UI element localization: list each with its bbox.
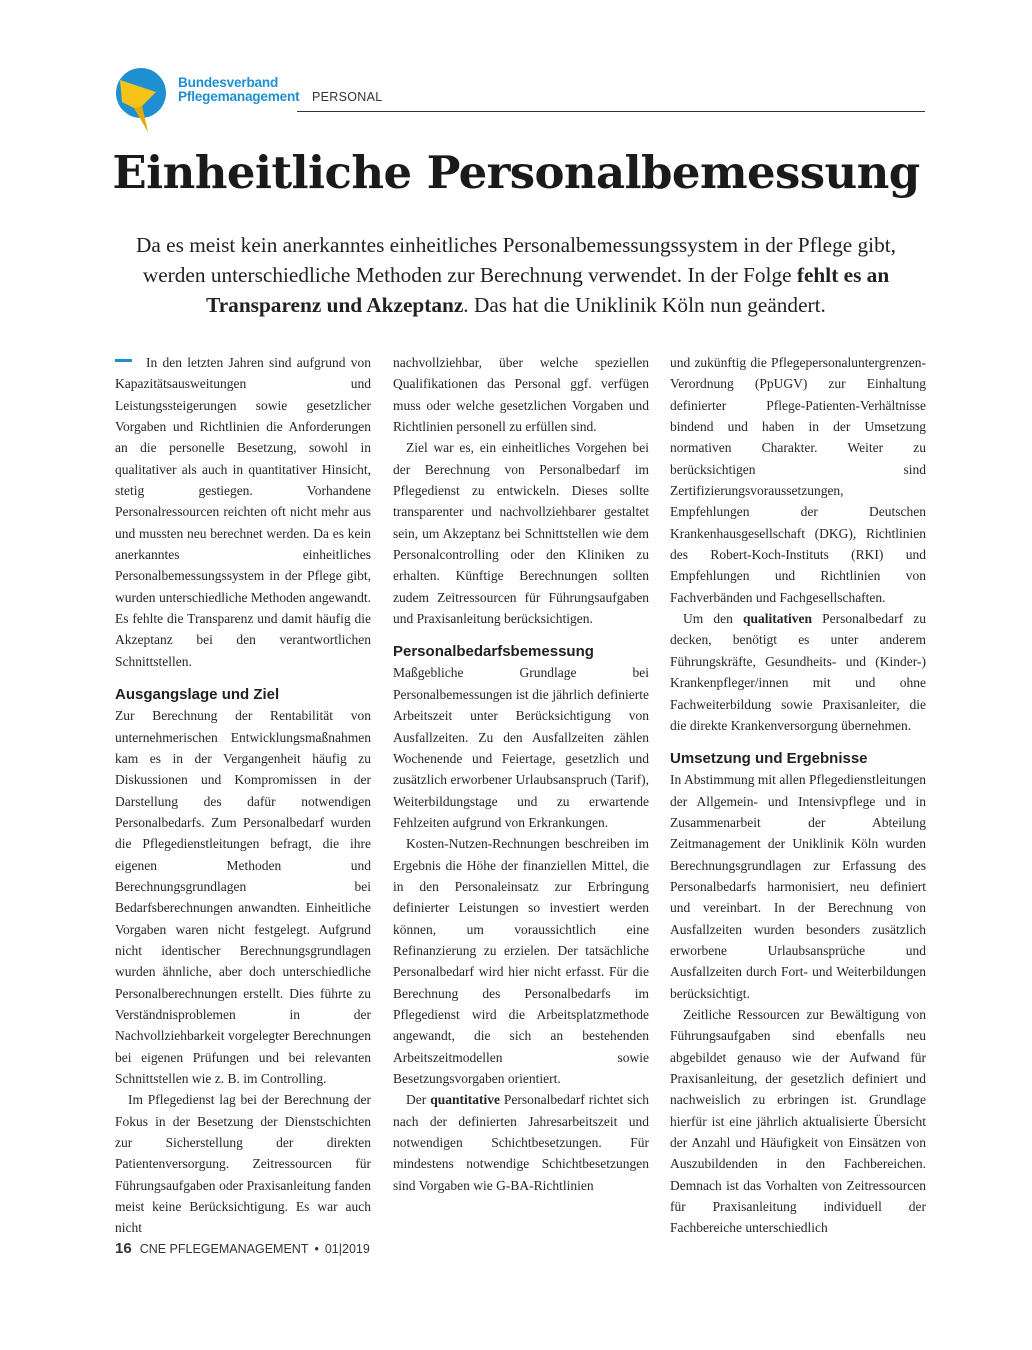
article-title: Einheitliche Personalbemessung xyxy=(112,146,920,199)
issue-number: 01|2019 xyxy=(324,1242,370,1256)
intro-text: In den letzten Jahren sind aufgrund von Kapazitätsausweitungen und Leistungssteigerungen sowie gesetzlicher Vorgaben und Richtlinien die Anforderungen an die personelle Besetzung, sowohl in qualitativer als auch in quantitativer Hinsicht, stetig gestiegen. Vorhandene Personalressourcen reichten oft nicht mehr aus und mussten neu berechnet werden. Da es kein anerkanntes einheitliches Personalbemessungssystem in der Pflege gibt, wurden unterschiedliche Methoden angewandt. Es fehlte die Transparenz und damit häufig die Akzeptanz bei den verantwortlichen Schnittstellen. xyxy=(115,355,371,669)
footer-separator: • xyxy=(314,1242,319,1256)
page-number: 16 xyxy=(115,1240,132,1257)
bold-term-qualitativen: qualitativen xyxy=(743,611,813,627)
lead-text-start: Da es meist kein anerkanntes einheitliches Personalbemessungssystem in der Pflege gibt, werden unterschiedliche Methoden zur Berechnung verwendet. In der Folge xyxy=(135,233,896,287)
body-paragraph: Zeitliche Ressourcen zur Bewältigung von Führungsaufgaben sind ebenfalls neu abgebildet genauso wie der Aufwand für Praxisanleitung, der gesetzlich definiert und nachweislich zu erbringen ist. Grundlage hierfür ist eine jährlich aktualisierte Übersicht der Anzahl und Häufigkeit von Einsätzen von Auszubildenden in den Fachbereichen. Demnach ist das Vorhalten von Zeitressourcen für Praxisanleitung individuell der Fachbereiche unterschiedlich xyxy=(670,1006,926,1236)
section-label: PERSONAL xyxy=(312,90,383,104)
logo-line-1: Bundesverband xyxy=(178,75,279,90)
logo-wordmark xyxy=(178,76,299,104)
column-3 xyxy=(670,352,926,1239)
section-heading-personalbedarf: Personalbedarfsbemessung xyxy=(393,643,594,661)
bold-term-quantitative: quantitative xyxy=(430,1092,500,1108)
section-heading-umsetzung: Umsetzung und Ergebnisse xyxy=(670,750,868,768)
text-span: Personalbedarf richtet sich nach der definierten Jahresarbeitszeit und notwendigen Schichtbesetzungen. Für mindestens notwendige Schichtbesetzungen sind Vorgaben wie G-BA-Richtlinien xyxy=(393,1092,649,1193)
body-paragraph: Im Pflegedienst lag bei der Berechnung der Fokus in der Besetzung der Dienstschichten zur Sicherstellung der direkten Patientenversorgung. Zeitressourcen für Führungsaufgaben oder Praxisanleitung fanden meist keine Berücksichtigung. Es war auch nicht xyxy=(115,1092,371,1236)
body-paragraph: und zukünftig die Pflegepersonaluntergrenzen-Verordnung (PpUGV) zur Einhaltung definierter Pflege-Patienten-Verhältnisse bindend und haben in der Umsetzung normativen Charakter. Weiter zu berücksichtigen sind Zertifizierungsvoraussetzungen, Empfehlungen der Deutschen Krankenhausgesellschaft (DKG), Richtlinien des Robert-Koch-Instituts (RKI) und Empfehlungen und Richtlinien von Fachverbänden und Fachgesellschaften. xyxy=(670,355,926,605)
article-lead xyxy=(110,230,922,320)
lead-emphasis: fehlt es an Transparenz und Akzeptanz xyxy=(206,263,890,317)
intro-paragraph xyxy=(115,352,371,672)
intro-dash-icon xyxy=(115,359,132,362)
publication-name: CNE PFLEGEMANAGEMENT xyxy=(139,1242,309,1256)
column-2 xyxy=(393,352,649,1196)
page-footer xyxy=(115,1240,370,1257)
body-paragraph: In Abstimmung mit allen Pflegedienstleitungen der Allgemein- und Intensivpflege und in Zusammenarbeit der Abteilung Zeitmanagement der Uniklinik Köln wurden Berechnungsgrundlagen zur Erfassung des Personalbedarfs harmonisiert, neu definiert und vereinbart. In der Berechnung von Ausfallzeiten wurden besonders zusätzlich erworbene Urlaubsansprüche und Ausfallzeiten durch Fort- und Weiterbildungen berücksichtigt. xyxy=(670,772,926,1001)
lead-text-end: . Das hat die Uniklinik Köln nun geändert. xyxy=(463,293,826,317)
bundesverband-logo-icon xyxy=(112,66,170,134)
header-divider xyxy=(297,111,925,112)
body-paragraph xyxy=(393,1089,649,1196)
column-1 xyxy=(115,352,371,1239)
page-header xyxy=(112,66,925,136)
text-span: Um den xyxy=(683,611,743,627)
body-paragraph: Kosten-Nutzen-Rechnungen beschreiben im Ergebnis die Höhe der finanziellen Mittel, die in den Personaleinsatz zur Erbringung definierter Leistungen so investiert werden können, um voraussichtlich eine Refinanzierung zu erzielen. Der tatsächliche Personalbedarf wird hier nicht erfasst. Für die Berechnung des Personalbedarfs im Pflegedienst wird die Arbeitsplatzmethode angewandt, die sich an bestehenden Arbeitszeitmodellen sowie Besetzungsvorgaben orientiert. xyxy=(393,836,649,1086)
text-span: Der xyxy=(406,1092,431,1108)
section-heading-ausgangslage: Ausgangslage und Ziel xyxy=(115,686,280,704)
text-span: Personalbedarf zu decken, benötigt es unter anderem Führungskräfte, Gesundheits- und (Kinder-) Krankenpfleger/innen mit und ohne Fachweiterbildung sowie Praxisanleiter, die die direkte Krankenversorgung übernehmen. xyxy=(670,611,926,733)
body-paragraph: nachvollziehbar, über welche speziellen Qualifikationen das Personal ggf. verfügen muss oder welche gesetzlichen Vorgaben und Richtlinien personell zu erfüllen sind. xyxy=(393,355,649,435)
body-paragraph: Zur Berechnung der Rentabilität von unternehmerischen Entwicklungsmaßnahmen kam es in der Vergangenheit häufig zu Diskussionen und Kompromissen in der Darstellung des dafür notwendigen Personalbedarfs. Zum Personalbedarf wurden die Pflegedienstleitungen befragt, die ihre eigenen Methoden und Berechnungsgrundlagen bei Bedarfsberechnungen anwandten. Einheitliche Vorgaben waren nicht festgelegt. Aufgrund nicht identischer Berechnungsgrundlagen wurden ähnliche, aber doch unterschiedliche Personalberechnungen erstellt. Dies führte zu Verständnisproblemen in der Nachvollziehbarkeit vorgelegter Berechnungen bei eigenen Prüfungen und bei relevanten Schnittstellen wie z. B. im Controlling. xyxy=(115,708,371,1086)
body-paragraph: Ziel war es, ein einheitliches Vorgehen bei der Berechnung von Personalbedarf im Pflegedienst zu entwickeln. Dieses sollte transparenter und nachvollziehbarer gestaltet sein, um Akzeptanz bei Schnittstellen wie dem Personalcontrolling oder den Kliniken zu erhalten. Künftige Berechnungen sollten zudem Zeitressourcen für Führungsaufgaben und Praxisanleitung berücksichtigen. xyxy=(393,440,649,627)
logo-line-2: Pflegemanagement xyxy=(178,89,300,104)
body-paragraph: Maßgebliche Grundlage bei Personalbemessungen ist die jährlich definierte Arbeitszeit unter Berücksichtigung von Ausfallzeiten. Zu den Ausfallzeiten zählen Wochenende und Feiertage, gesetzlich und zusätzlich erworbener Urlaubsanspruch (Tarif), Weiterbildungstage und zu erwartende Fehlzeiten aufgrund von Erkrankungen. xyxy=(393,665,649,830)
body-paragraph xyxy=(670,608,926,736)
